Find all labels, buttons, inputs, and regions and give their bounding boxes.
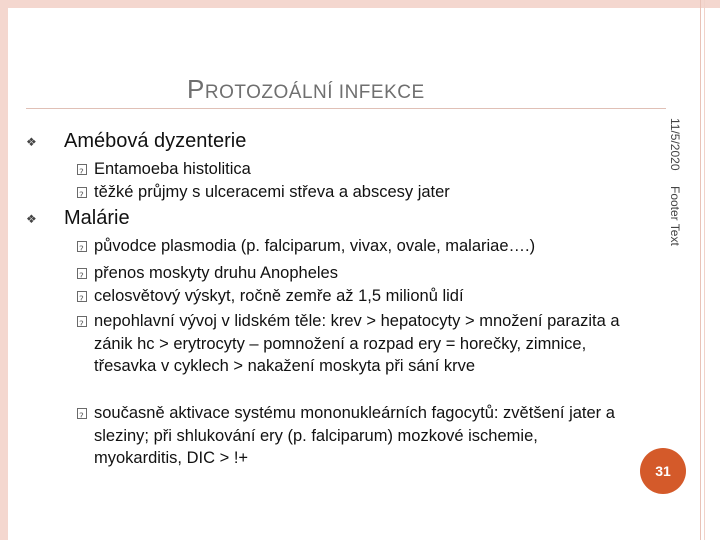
list-item	[94, 402, 624, 470]
bullet-box-icon	[77, 187, 87, 198]
list-item-text: Entamoeba histolitica	[94, 160, 251, 178]
frame-right-line	[700, 0, 701, 540]
section-heading-text: Malárie	[64, 207, 130, 229]
slide-footer: Footer Text	[668, 186, 682, 246]
list-item	[94, 285, 624, 308]
bullet-marker-icon: ❖	[26, 212, 37, 226]
list-item	[94, 262, 624, 285]
slide-date: 11/5/2020	[668, 118, 682, 171]
title-divider	[26, 108, 666, 109]
list-item	[94, 235, 624, 258]
frame-right-line-secondary	[704, 0, 705, 540]
page-number-badge: 31	[640, 448, 686, 494]
bullet-marker-icon: ❖	[26, 135, 37, 149]
frame-left-border	[0, 0, 8, 540]
bullet-box-icon	[77, 291, 87, 302]
list-item-text: celosvětový výskyt, ročně zemře až 1,5 milionů lidí	[94, 287, 464, 305]
section-heading	[26, 207, 130, 230]
bullet-box-icon	[77, 268, 87, 279]
list-item	[94, 310, 624, 378]
section-heading-text: Amébová dyzenterie	[64, 130, 247, 152]
list-item	[94, 158, 624, 181]
slide-title-initial: P	[187, 74, 205, 104]
list-item-text: současně aktivace systému mononukleárních fagocytů: zvětšení jater a sleziny; při shlukování ery (p. falciparum) mozkové ischemie, myokarditis, DIC > !+	[94, 404, 615, 467]
bullet-box-icon	[77, 408, 87, 419]
slide-title	[187, 74, 425, 105]
slide-title-rest: ROTOZOÁLNÍ INFEKCE	[204, 82, 425, 103]
section-heading	[26, 130, 247, 153]
frame-top-border	[0, 0, 720, 8]
list-item-text: těžké průjmy s ulceracemi střeva a abscesy jater	[94, 183, 450, 201]
list-item	[94, 181, 624, 204]
bullet-box-icon	[77, 316, 87, 327]
list-item-text: původce plasmodia (p. falciparum, vivax, ovale, malariae….)	[94, 237, 536, 255]
bullet-box-icon	[77, 241, 87, 252]
list-item-text: nepohlavní vývoj v lidském těle: krev > hepatocyty > množení parazita a zánik hc > erytrocyty – pomnožení a rozpad ery = horečky, zimnice, třesavka v cyklech > nakažení moskyta při sání krve	[94, 312, 620, 375]
list-item-text: přenos moskyty druhu Anopheles	[94, 264, 338, 282]
bullet-box-icon	[77, 164, 87, 175]
